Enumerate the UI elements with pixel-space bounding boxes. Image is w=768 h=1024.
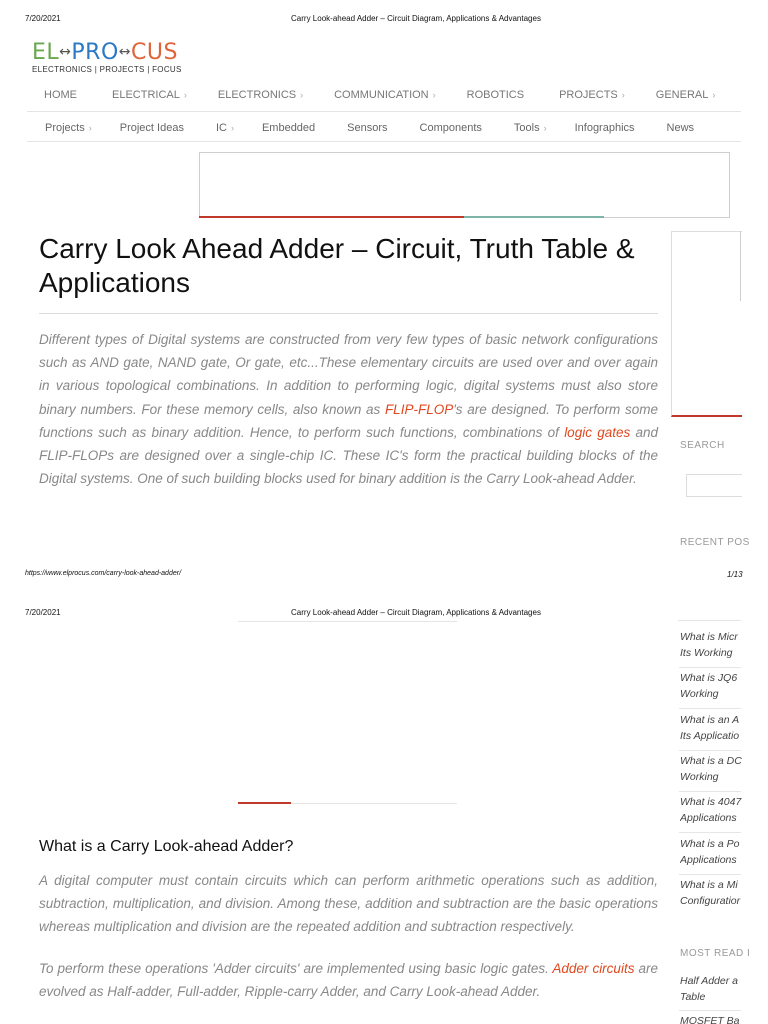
chevron-right-icon: › (712, 90, 716, 100)
subnav-item-infographics[interactable] (575, 122, 639, 134)
chevron-right-icon: › (621, 90, 625, 100)
subnav-label: Sensors (347, 122, 388, 134)
subnav-item-projects[interactable] (45, 122, 92, 134)
article-title: Carry Look Ahead Adder – Circuit, Truth Table & Applications (39, 233, 635, 298)
ad-slot[interactable] (238, 622, 457, 802)
chevron-right-icon: › (543, 123, 547, 133)
divider (679, 708, 741, 709)
divider (679, 832, 741, 833)
nav-label: ELECTRONICS (217, 89, 297, 101)
divider (679, 750, 741, 751)
divider (27, 141, 741, 142)
subnav-label: IC (215, 122, 227, 134)
divider (679, 667, 741, 668)
recent-post-item[interactable]: What is JQ6 Working (680, 672, 738, 700)
print-date: 7/20/2021 (25, 608, 61, 617)
recent-post-item[interactable]: What is a Mi Configuratior (680, 879, 741, 907)
subnav-label: Tools (513, 122, 540, 134)
intro-paragraph (39, 328, 658, 490)
subnav-label: Embedded (261, 122, 316, 134)
divider (679, 791, 741, 792)
recent-post-item[interactable]: What is 4047 Applications (680, 796, 742, 824)
site-logo[interactable] (32, 40, 182, 74)
divider (679, 1010, 741, 1011)
adder-circuits-link[interactable]: Adder circuits (552, 961, 635, 976)
recent-post-item[interactable]: What is an A Its Applicatio (680, 714, 740, 742)
title-divider (39, 313, 658, 314)
chevron-right-icon: › (230, 123, 234, 133)
print-title: Carry Look-ahead Adder – Circuit Diagram, Applications & Advantages (291, 608, 541, 617)
most-read-item[interactable]: MOSFET Ba (680, 1015, 740, 1024)
subnav-label: News (666, 122, 695, 134)
nav-item-general[interactable] (656, 89, 716, 101)
section-heading: What is a Carry Look-ahead Adder? (39, 838, 294, 855)
secondary-nav (45, 122, 726, 134)
body-paragraph-1: A digital computer must contain circuits which can perform arithmetic operations such as addition, subtraction, multiplication, and division. Among these, addition and subtraction are the basic operations whereas multiplication and division are the repeated addition and subtraction respectively. (39, 873, 658, 935)
subnav-item-components[interactable] (420, 122, 486, 134)
ad-stripe (199, 216, 464, 218)
nav-item-home[interactable] (44, 89, 81, 101)
sidebar-ad[interactable] (671, 231, 742, 417)
recent-post-item[interactable]: What is Micr Its Working (680, 631, 738, 659)
subnav-item-tools[interactable] (514, 122, 547, 134)
subnav-label: Components (419, 122, 482, 134)
search-heading: SEARCH (680, 440, 725, 451)
nav-item-electronics[interactable] (218, 89, 303, 101)
divider (740, 231, 741, 301)
recent-post-item[interactable]: What is a Po Applications (680, 838, 740, 866)
nav-label: ELECTRICAL (112, 89, 180, 101)
chevron-right-icon: › (432, 90, 436, 100)
print-title: Carry Look-ahead Adder – Circuit Diagram, Applications & Advantages (291, 14, 541, 23)
nav-label: GENERAL (655, 89, 709, 101)
nav-item-robotics[interactable] (467, 89, 528, 101)
nav-label: COMMUNICATION (334, 89, 429, 101)
logo-arrow-icon: ↔ (59, 44, 72, 60)
subnav-label: Project Ideas (119, 122, 184, 134)
subnav-item-embedded[interactable] (262, 122, 319, 134)
primary-nav (44, 89, 746, 101)
search-input[interactable] (686, 474, 742, 497)
print-date: 7/20/2021 (25, 14, 61, 23)
nav-label: HOME (44, 89, 77, 101)
logo-el: EL (32, 40, 60, 65)
intro-text: 's are designed. To perform some functions such as binary addition. Hence, to perform such functions, combinations of (39, 401, 658, 440)
recent-post-item[interactable]: What is a DC Working (680, 755, 742, 783)
ad-stripe (464, 216, 604, 218)
divider (27, 111, 741, 112)
nav-item-electrical[interactable] (112, 89, 187, 101)
most-read-item[interactable]: Half Adder a Table (680, 975, 738, 1003)
nav-item-projects[interactable] (559, 89, 625, 101)
intro-text: Different types of Digital systems are constructed from very few types of basic network configurations such as AND gate, NAND gate, Or gate, etc...These elementary circuits are used over and over again in various topological combinations. In addition to performing logic, digital systems must also store binary numbers. For these memory cells, also known as (39, 332, 658, 417)
subnav-item-news[interactable] (667, 122, 699, 134)
subnav-label: Projects (45, 122, 85, 134)
logo-arrow-icon: ↔ (118, 44, 132, 60)
intro-text: and FLIP-FLOPs are designed over a single-chip IC. These IC's form the practical building blocks of the Digital systems. One of such building blocks used for binary addition is the Carry Look-ahead Adder. (39, 424, 659, 487)
ad-banner[interactable] (199, 152, 730, 218)
print-url: https://www.elprocus.com/carry-look-ahead-adder/ (25, 570, 182, 577)
subnav-label: Infographics (574, 122, 635, 134)
recent-posts-heading: RECENT POS (680, 537, 750, 548)
chevron-right-icon: › (88, 123, 92, 133)
body-text: are evolved as Half-adder, Full-adder, Ripple-carry Adder, and Carry Look-ahead Adder. (39, 961, 659, 1000)
nav-label: PROJECTS (559, 89, 618, 101)
logo-pro: PRO (71, 40, 119, 65)
most-read-heading: MOST READ I (680, 948, 751, 959)
divider (678, 620, 741, 621)
chevron-right-icon: › (300, 90, 304, 100)
subnav-item-sensors[interactable] (347, 122, 391, 134)
logo-tagline: ELECTRONICS | PROJECTS | FOCUS (32, 65, 182, 74)
logo-cus: CUS (131, 40, 178, 65)
page-number: 1/13 (727, 570, 743, 579)
logic-gates-link[interactable]: logic gates (564, 424, 631, 440)
ad-stripe (238, 802, 291, 804)
subnav-item-ic[interactable] (216, 122, 234, 134)
flip-flop-link[interactable]: FLIP-FLOP (384, 401, 454, 417)
divider (679, 874, 741, 875)
body-text: To perform these operations 'Adder circuits' are implemented using basic logic gates. (39, 961, 553, 976)
body-paragraph-2 (39, 957, 658, 1003)
nav-item-communication[interactable] (334, 89, 436, 101)
nav-label: ROBOTICS (466, 89, 525, 101)
subnav-item-project-ideas[interactable] (120, 122, 188, 134)
chevron-right-icon: › (183, 90, 187, 100)
